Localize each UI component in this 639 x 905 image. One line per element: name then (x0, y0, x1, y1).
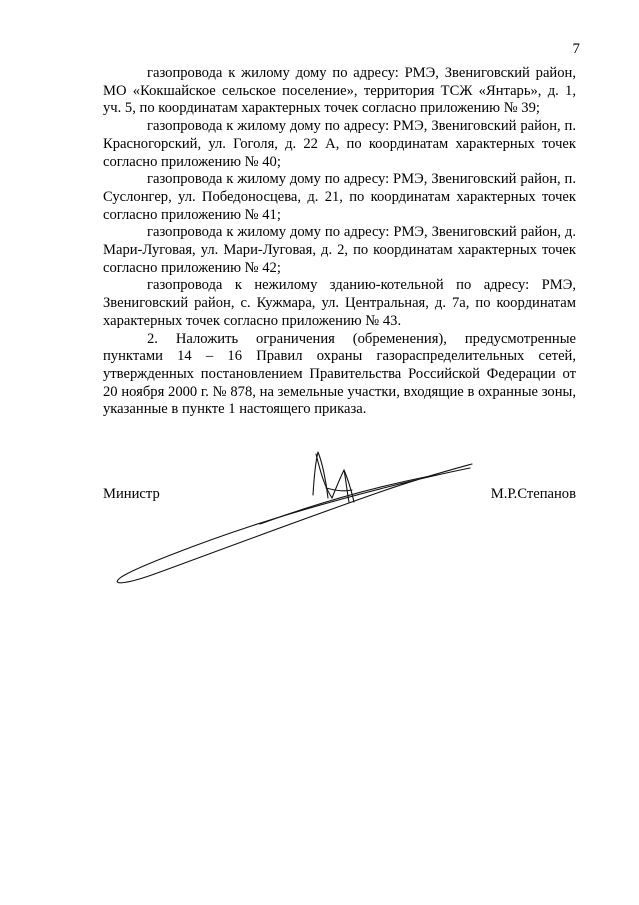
paragraph: газопровода к жилому дому по адресу: РМЭ, Звениговский район, МО «Кокшайское сельское поселение», территория ТСЖ «Янтарь», д. 1, уч. 5, по координатам характерных точек согласно приложению № 39; (103, 65, 576, 117)
paragraph: 2. Наложить ограничения (обременения), предусмотренные пунктами 14 – 16 Правил охраны газораспределительных сетей, утвержденных постановлением Правительства Российской Федерации от 20 ноября 2000 г. № 878, на земельные участки, входящие в охранные зоны, указанные в пункте 1 настоящего приказа. (103, 330, 576, 418)
document-body (103, 65, 576, 419)
signatory-name: М.Р.Степанов (490, 486, 576, 502)
signatory-title: Министр (103, 486, 160, 502)
paragraph: газопровода к жилому дому по адресу: РМЭ, Звениговский район, д. Мари-Луговая, ул. Мари-Луговая, д. 2, по координатам характерных точек согласно приложению № 42; (103, 224, 576, 276)
page-number: 7 (572, 41, 580, 57)
paragraph: газопровода к нежилому зданию-котельной по адресу: РМЭ, Звениговский район, с. Кужмара, ул. Центральная, д. 7а, по координатам характерных точек согласно приложению № 43. (103, 277, 576, 329)
paragraph: газопровода к жилому дому по адресу: РМЭ, Звениговский район, п. Суслонгер, ул. Победоносцева, д. 21, по координатам характерных точек согласно приложению № 41; (103, 171, 576, 223)
signature-block (103, 485, 576, 505)
handwritten-signature (100, 440, 500, 600)
paragraph: газопровода к жилому дому по адресу: РМЭ, Звениговский район, п. Красногорский, ул. Гоголя, д. 22 А, по координатам характерных точек согласно приложению № 40; (103, 118, 576, 170)
